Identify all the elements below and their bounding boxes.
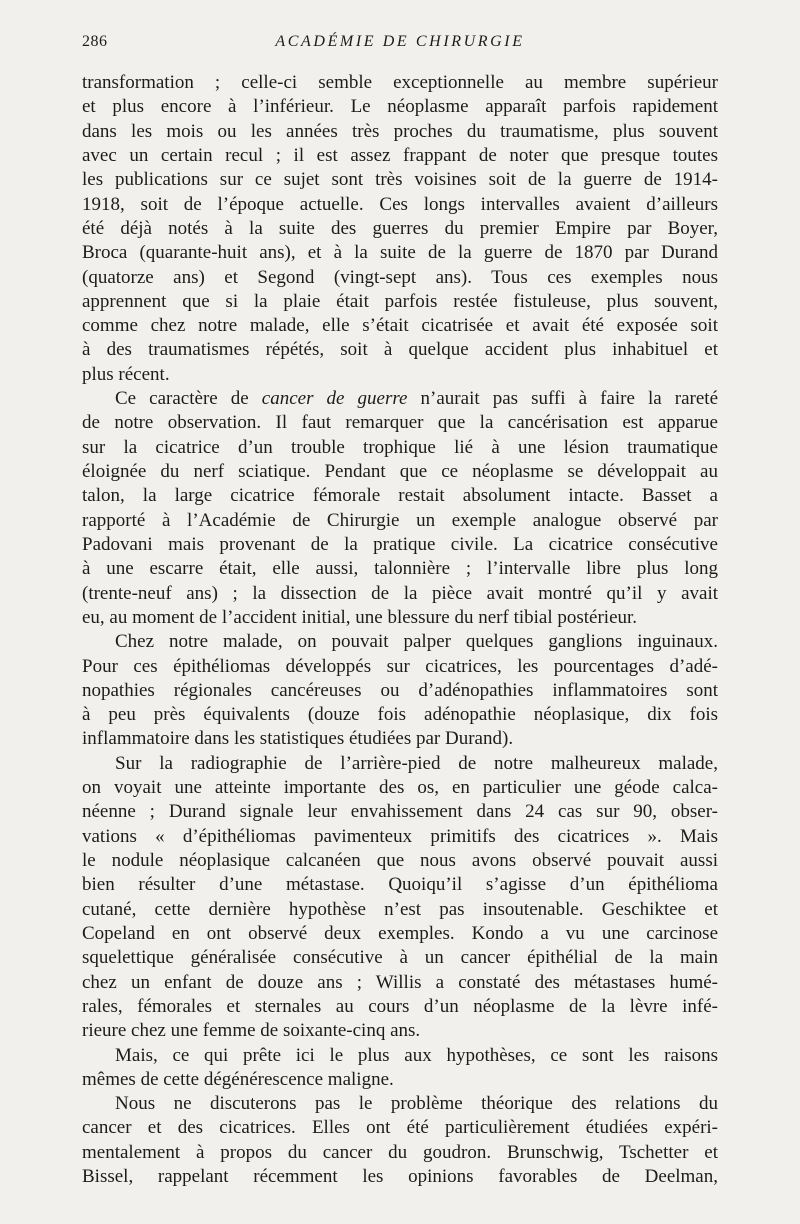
text-line: cancer et des cicatrices. Elles ont été particulièrement étudiées expéri- [82,1117,718,1139]
text-line: apprennent que si la plaie était parfois restée fistuleuse, plus souvent, [82,290,718,312]
text-run: n’aurait pas suffi à faire la rareté [407,388,718,410]
text-line: avec un certain recul ; il est assez frappant de noter que presque toutes [82,144,718,166]
paragraph [82,71,718,387]
text-line: Pour ces épithéliomas développés sur cicatrices, les pourcentages d’adé- [82,655,718,677]
body-text [82,71,718,1189]
text-line: été déjà notés à la suite des guerres du premier Empire par Boyer, [82,217,718,239]
text-line: transformation ; celle-ci semble exceptionnelle au membre supérieur [82,72,718,93]
text-line: (quatorze ans) et Segond (vingt-sept ans). Tous ces exemples nous [82,266,718,288]
text-line: sur la cicatrice d’un trouble trophique lié à une lésion traumatique [82,436,718,458]
paragraph [82,387,718,630]
text-line: Broca (quarante-huit ans), et à la suite de la guerre de 1870 par Durand [82,242,718,264]
text-line: mentalement à propos du cancer du goudron. Brunschwig, Tschetter et [82,1141,718,1163]
text-line: Chez notre malade, on pouvait palper quelques ganglions inguinaux. [115,631,718,653]
text-line: à peu près équivalents (douze fois adénopathie néoplasique, dix fois [82,704,718,726]
text-line: le nodule néoplasique calcanéen que nous avons observé pouvait aussi [82,850,718,871]
text-line: Sur la radiographie de l’arrière-pied de notre malheureux malade, [115,752,718,774]
paragraph [82,1092,718,1189]
text-line: de notre observation. Il faut remarquer que la cancérisation est apparue [82,412,718,434]
text-line: Padovani mais provenant de la pratique civile. La cicatrice consécutive [82,533,718,555]
text-line: bien résulter d’une métastase. Quoiqu’il s’agisse d’un épithélioma [82,874,718,896]
paragraph [82,1044,718,1093]
text-line: rapporté à l’Académie de Chirurgie un exemple analogue observé par [82,509,718,531]
text-line [82,387,718,411]
text-line: cutané, cette dernière hypothèse n’est pas insoutenable. Geschiktee et [82,898,718,920]
text-line: Nous ne discuterons pas le problème théorique des relations du [115,1093,718,1115]
text-line: on voyait une atteinte importante des os, en particulier une géode calca- [82,777,718,799]
text-line: néenne ; Durand signale leur envahissement dans 24 cas sur 90, obser- [82,801,718,823]
text-line: squelettique généralisée consécutive à un cancer épithélial de la main [82,947,718,969]
running-title: ACADÉMIE DE CHIRURGIE [275,33,525,50]
text-line: à une escarre était, elle aussi, talonnière ; l’intervalle libre plus long [82,558,718,580]
text-line: eu, au moment de l’accident initial, une blessure du nerf tibial postérieur. [82,606,638,628]
text-line: chez un enfant de douze ans ; Willis a constaté des métastases humé- [82,971,718,993]
text-line: rales, fémorales et sternales au cours d’un néoplasme de la lèvre infé- [82,995,718,1017]
text-line: à des traumatismes répétés, soit à quelque accident plus inhabituel et [82,339,718,361]
text-line: mêmes de cette dégénérescence maligne. [82,1068,394,1090]
text-line: les publications sur ce sujet sont très voisines soit de la guerre de 1914- [82,169,718,191]
italic-phrase: cancer de guerre [261,388,408,410]
text-line: et plus encore à l’inférieur. Le néoplasme apparaît parfois rapidement [82,96,718,118]
page-number: 286 [82,33,108,50]
text-line: nopathies régionales cancéreuses ou d’adénopathies inflammatoires sont [82,679,718,701]
text-line: comme chez notre malade, elle s’était cicatrisée et avait été exposée soit [82,315,718,337]
text-line: éloignée du nerf sciatique. Pendant que ce néoplasme se développait au [82,461,718,482]
text-run: Ce caractère de [115,388,262,410]
text-line: 1918, soit de l’époque actuelle. Ces longs intervalles avaient d’ailleurs [82,193,718,215]
text-line: (trente-neuf ans) ; la dissection de la pièce avait montré qu’il y avait [82,582,718,604]
paragraph [82,752,718,1044]
text-line: rieure chez une femme de soixante-cinq ans. [82,1020,421,1042]
paragraph [82,630,718,752]
text-line: Mais, ce qui prête ici le plus aux hypothèses, ce sont les raisons [115,1044,718,1066]
text-line: Copeland en ont observé deux exemples. Kondo a vu une carcinose [82,922,718,944]
text-line: talon, la large cicatrice fémorale restait absolument intacte. Basset a [82,485,718,507]
text-line: Bissel, rappelant récemment les opinions favorables de Deelman, [82,1166,718,1188]
text-line: dans les mois ou les années très proches du traumatisme, plus souvent [82,120,718,142]
text-line: inflammatoire dans les statistiques étudiées par Durand). [82,728,514,750]
text-line: plus récent. [82,363,170,385]
page-header [82,33,718,57]
text-line: vations « d’épithéliomas pavimenteux primitifs des cicatrices ». Mais [82,825,718,847]
